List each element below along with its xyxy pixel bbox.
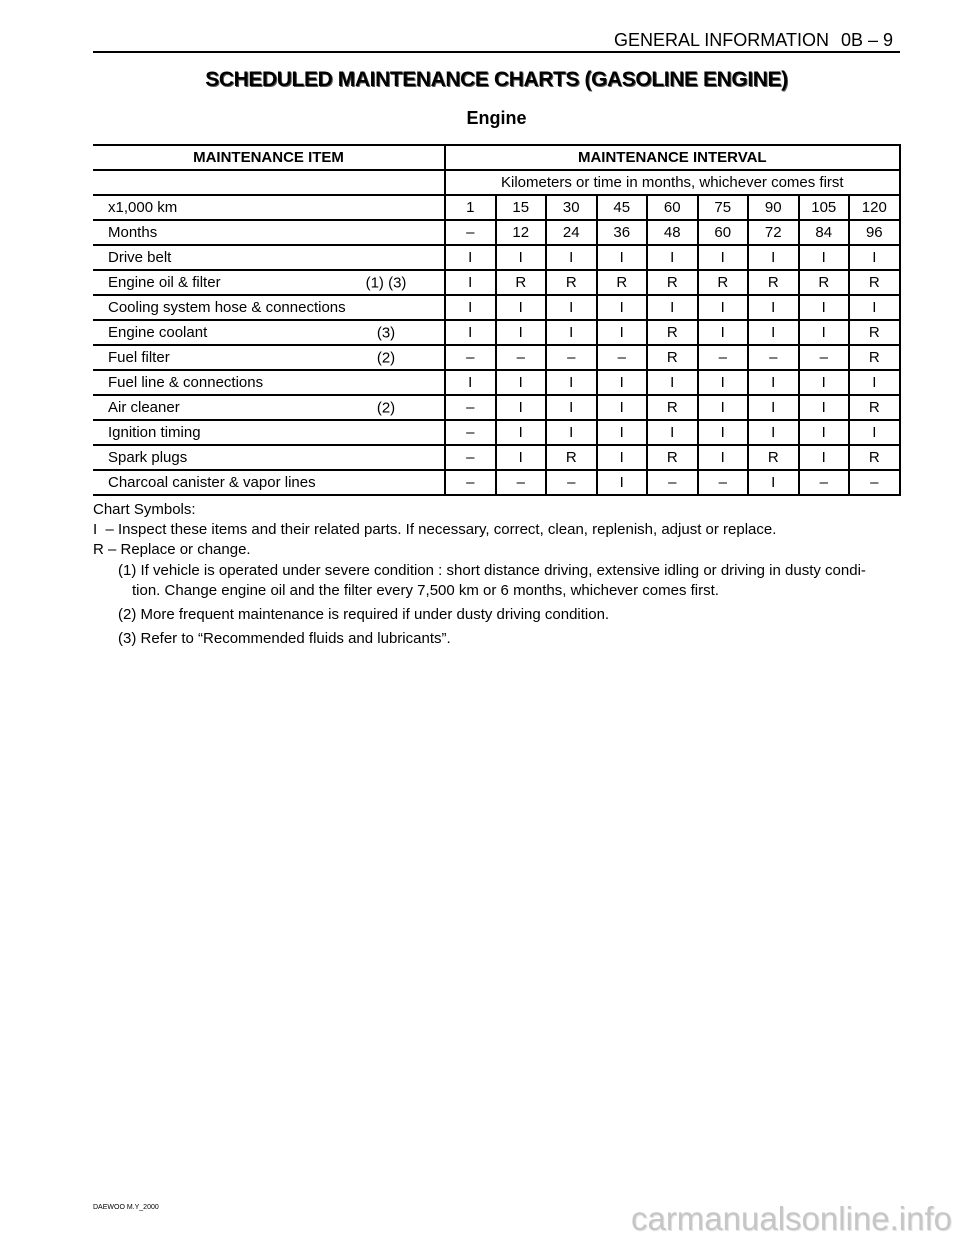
row-value-cell: I <box>748 320 799 345</box>
row-item-label: Cooling system hose & connections <box>108 299 346 316</box>
row-value-cell: 120 <box>849 195 900 220</box>
row-value-cell: I <box>748 245 799 270</box>
row-value-cell: I <box>647 370 698 395</box>
row-item-cell <box>93 470 445 495</box>
row-value-cell: 1 <box>445 195 496 220</box>
row-item-ref: (1) (3) <box>365 274 407 291</box>
row-value-cell: I <box>496 420 547 445</box>
row-value-cell: 15 <box>496 195 547 220</box>
row-value-cell: I <box>748 420 799 445</box>
table-row <box>93 270 900 295</box>
row-value-cell: R <box>849 445 900 470</box>
row-value-cell: I <box>748 470 799 495</box>
row-value-cell: 30 <box>546 195 597 220</box>
row-value-cell: R <box>647 395 698 420</box>
row-value-cell: I <box>849 245 900 270</box>
row-value-cell: – <box>698 470 749 495</box>
row-value-cell: I <box>496 245 547 270</box>
row-item-ref: (2) <box>376 399 396 416</box>
row-value-cell: – <box>849 470 900 495</box>
row-value-cell: – <box>597 345 648 370</box>
table-row <box>93 420 900 445</box>
row-value-cell: I <box>496 320 547 345</box>
row-value-cell: I <box>597 320 648 345</box>
row-value-cell: I <box>748 395 799 420</box>
row-value-cell: I <box>597 470 648 495</box>
row-value-cell: I <box>597 420 648 445</box>
page-header <box>614 29 893 51</box>
row-value-cell: I <box>647 420 698 445</box>
row-value-cell: I <box>748 295 799 320</box>
row-value-cell: I <box>698 420 749 445</box>
table-body <box>93 195 900 495</box>
row-item-cell <box>93 295 445 320</box>
row-item-cell <box>93 395 445 420</box>
table-header-interval: MAINTENANCE INTERVAL <box>445 145 900 170</box>
row-value-cell: I <box>698 395 749 420</box>
row-value-cell: 75 <box>698 195 749 220</box>
table-row <box>93 320 900 345</box>
page-number: 0B – 9 <box>840 30 893 50</box>
row-value-cell: I <box>849 370 900 395</box>
row-value-cell: I <box>799 245 850 270</box>
row-item-label: Engine oil & filter <box>108 274 221 291</box>
section-title: GENERAL INFORMATION <box>613 30 829 50</box>
row-value-cell: 36 <box>597 220 648 245</box>
table-row <box>93 295 900 320</box>
row-value-cell: I <box>799 420 850 445</box>
row-value-cell: 105 <box>799 195 850 220</box>
row-value-cell: I <box>445 370 496 395</box>
row-value-cell: I <box>647 245 698 270</box>
row-value-cell: I <box>799 395 850 420</box>
row-value-cell: I <box>546 245 597 270</box>
table-row <box>93 395 900 420</box>
row-value-cell: I <box>546 295 597 320</box>
row-item-label: Engine coolant <box>108 324 208 341</box>
table-subtitle: Engine <box>466 108 527 128</box>
row-item-cell <box>93 445 445 470</box>
row-value-cell: I <box>546 420 597 445</box>
interval-note-blank-cell <box>93 170 445 195</box>
footer-label: DAEWOO M.Y_2000 <box>93 1204 159 1211</box>
row-value-cell: R <box>849 345 900 370</box>
row-value-cell: 72 <box>748 220 799 245</box>
row-value-cell: – <box>546 470 597 495</box>
row-item-cell <box>93 370 445 395</box>
header-rule <box>93 51 900 53</box>
table-row <box>93 445 900 470</box>
chart-symbols <box>93 500 923 649</box>
row-item-cell <box>93 195 445 220</box>
row-value-cell: R <box>647 445 698 470</box>
row-value-cell: 60 <box>647 195 698 220</box>
table-row <box>93 370 900 395</box>
row-value-cell: – <box>748 345 799 370</box>
row-value-cell: – <box>445 395 496 420</box>
row-value-cell: R <box>546 445 597 470</box>
row-value-cell: I <box>698 370 749 395</box>
row-item-cell <box>93 220 445 245</box>
row-value-cell: I <box>496 295 547 320</box>
row-value-cell: I <box>496 370 547 395</box>
row-item-label: Fuel filter <box>108 349 170 366</box>
row-value-cell: – <box>445 220 496 245</box>
symbol-inspect-line: I – Inspect these items and their related parts. If necessary, correct, clean, replenish, adjust or replace. <box>93 521 777 538</box>
row-item-cell <box>93 420 445 445</box>
row-value-cell: I <box>698 245 749 270</box>
row-item-cell <box>93 245 445 270</box>
document-title: SCHEDULED MAINTENANCE CHARTS (GASOLINE ENGINE) <box>205 68 788 91</box>
row-value-cell: I <box>799 370 850 395</box>
row-item-cell <box>93 320 445 345</box>
row-value-cell: – <box>445 470 496 495</box>
row-value-cell: 90 <box>748 195 799 220</box>
row-item-label: Spark plugs <box>108 449 188 466</box>
row-value-cell: I <box>597 370 648 395</box>
row-value-cell: R <box>799 270 850 295</box>
table-header-item: MAINTENANCE ITEM <box>93 145 445 170</box>
note-3 <box>93 629 923 649</box>
row-value-cell: I <box>799 445 850 470</box>
row-item-label: Months <box>108 224 158 241</box>
row-value-cell: I <box>799 320 850 345</box>
row-value-cell: – <box>799 470 850 495</box>
row-value-cell: – <box>445 345 496 370</box>
maintenance-table <box>93 144 901 496</box>
row-value-cell: I <box>546 320 597 345</box>
interval-note: Kilometers or time in months, whichever comes first <box>445 170 900 195</box>
row-value-cell: I <box>597 395 648 420</box>
row-value-cell: 60 <box>698 220 749 245</box>
row-item-label: Drive belt <box>108 249 172 266</box>
row-value-cell: 48 <box>647 220 698 245</box>
table-header-row <box>93 145 900 170</box>
table-row <box>93 245 900 270</box>
row-value-cell: 12 <box>496 220 547 245</box>
table-row <box>93 470 900 495</box>
row-value-cell: I <box>597 245 648 270</box>
table-row <box>93 195 900 220</box>
row-value-cell: – <box>698 345 749 370</box>
row-value-cell: R <box>748 270 799 295</box>
row-value-cell: R <box>849 270 900 295</box>
row-value-cell: R <box>849 320 900 345</box>
row-value-cell: I <box>546 370 597 395</box>
row-value-cell: R <box>647 345 698 370</box>
row-value-cell: I <box>647 295 698 320</box>
note-2 <box>93 605 923 625</box>
row-value-cell: I <box>597 295 648 320</box>
row-value-cell: R <box>597 270 648 295</box>
table-row <box>93 220 900 245</box>
row-item-label: Ignition timing <box>108 424 201 441</box>
row-value-cell: I <box>496 445 547 470</box>
row-value-cell: I <box>445 320 496 345</box>
row-value-cell: I <box>849 295 900 320</box>
row-value-cell: – <box>546 345 597 370</box>
row-item-label: x1,000 km <box>108 199 178 216</box>
row-value-cell: I <box>799 295 850 320</box>
row-value-cell: R <box>647 320 698 345</box>
row-item-label: Fuel line & connections <box>108 374 264 391</box>
row-value-cell: R <box>496 270 547 295</box>
row-item-label: Charcoal canister & vapor lines <box>108 474 316 491</box>
row-value-cell: R <box>849 395 900 420</box>
row-value-cell: I <box>748 370 799 395</box>
note-line: (3) Refer to “Recommended fluids and lubricants”. <box>118 630 451 647</box>
row-value-cell: I <box>496 395 547 420</box>
chart-symbols-heading: Chart Symbols: <box>93 501 196 518</box>
symbol-replace-line: R – Replace or change. <box>93 541 251 558</box>
note-line: (2) More frequent maintenance is required if under dusty driving condition. <box>118 606 610 623</box>
row-value-cell: I <box>445 295 496 320</box>
note-line: (1) If vehicle is operated under severe condition : short distance driving, extensive idling or driving in dusty condi- <box>118 562 866 579</box>
row-value-cell: 96 <box>849 220 900 245</box>
row-value-cell: R <box>647 270 698 295</box>
note-line-continuation: tion. Change engine oil and the filter every 7,500 km or 6 months, whichever comes first. <box>132 582 719 599</box>
row-item-label: Air cleaner <box>108 399 180 416</box>
row-value-cell: I <box>849 420 900 445</box>
row-value-cell: – <box>647 470 698 495</box>
row-value-cell: I <box>597 445 648 470</box>
row-value-cell: 84 <box>799 220 850 245</box>
row-item-cell <box>93 270 445 295</box>
watermark: carmanualsonline.info <box>630 1200 952 1237</box>
row-value-cell: – <box>496 470 547 495</box>
note-1 <box>93 561 923 601</box>
row-value-cell: – <box>445 420 496 445</box>
row-value-cell: – <box>496 345 547 370</box>
row-value-cell: I <box>698 320 749 345</box>
row-item-ref: (3) <box>376 324 396 341</box>
row-value-cell: R <box>698 270 749 295</box>
row-value-cell: I <box>698 445 749 470</box>
row-item-ref: (2) <box>376 349 396 366</box>
row-value-cell: – <box>445 445 496 470</box>
row-value-cell: – <box>799 345 850 370</box>
interval-note-row <box>93 170 900 195</box>
row-value-cell: I <box>546 395 597 420</box>
row-value-cell: I <box>445 270 496 295</box>
row-value-cell: I <box>698 295 749 320</box>
row-value-cell: I <box>445 245 496 270</box>
table-row <box>93 345 900 370</box>
row-value-cell: R <box>546 270 597 295</box>
row-value-cell: R <box>748 445 799 470</box>
row-value-cell: 45 <box>597 195 648 220</box>
row-value-cell: 24 <box>546 220 597 245</box>
row-item-cell <box>93 345 445 370</box>
